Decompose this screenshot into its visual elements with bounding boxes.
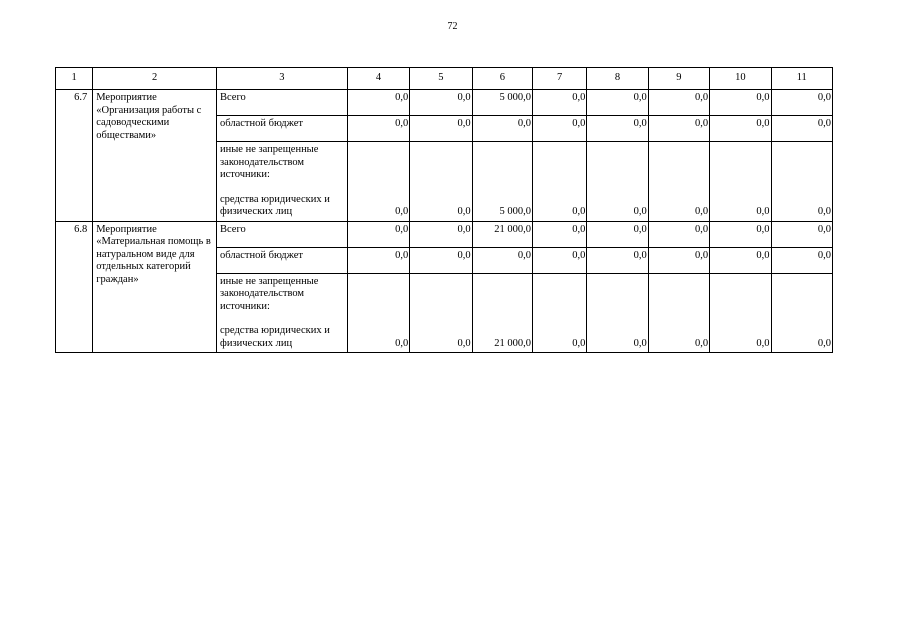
source-label: областной бюджет [217,116,348,142]
value-cell: 0,0 [347,247,409,273]
source-legal-entities-label: средства юридических и физических лиц [220,193,330,217]
source-label [217,142,348,222]
value-cell: 0,0 [648,90,709,116]
value-cell: 0,0 [710,142,771,222]
header-cell: 8 [587,68,648,90]
value-cell: 0,0 [710,116,771,142]
item-name: Мероприятие «Материальная помощь в натуральном виде для отдельных категорий граждан» [93,221,217,353]
value-cell: 0,0 [347,90,409,116]
value-cell: 0,0 [771,247,832,273]
value-cell: 0,0 [533,247,587,273]
page-number: 72 [447,21,458,32]
header-cell: 5 [410,68,472,90]
header-cell: 6 [472,68,532,90]
header-cell: 2 [93,68,217,90]
value-cell: 0,0 [587,116,648,142]
value-cell: 21 000,0 [472,221,532,247]
source-label: Всего [217,90,348,116]
header-cell: 4 [347,68,409,90]
source-label: Всего [217,221,348,247]
header-cell: 1 [56,68,93,90]
header-cell: 9 [648,68,709,90]
value-cell: 0,0 [771,273,832,353]
value-cell: 0,0 [771,90,832,116]
value-cell: 0,0 [648,273,709,353]
budget-table [55,67,833,353]
value-cell: 0,0 [410,90,472,116]
header-row [56,68,833,90]
value-cell: 0,0 [587,90,648,116]
header-cell: 11 [771,68,832,90]
value-cell: 0,0 [347,273,409,353]
value-cell: 0,0 [533,116,587,142]
value-cell: 0,0 [533,142,587,222]
value-cell: 0,0 [410,116,472,142]
header-cell: 10 [710,68,771,90]
value-cell: 0,0 [648,142,709,222]
value-cell: 0,0 [587,221,648,247]
value-cell: 0,0 [410,221,472,247]
value-cell: 0,0 [710,221,771,247]
header-cell: 3 [217,68,348,90]
value-cell: 5 000,0 [472,90,532,116]
item-code: 6.7 [56,90,93,222]
value-cell: 0,0 [587,247,648,273]
value-cell: 0,0 [410,273,472,353]
value-cell: 0,0 [648,221,709,247]
value-cell: 0,0 [771,116,832,142]
value-cell: 0,0 [347,116,409,142]
value-cell: 0,0 [472,247,532,273]
value-cell: 0,0 [587,273,648,353]
item-code: 6.8 [56,221,93,353]
source-other-label: иные не запрещенные законодательством источники: [220,144,319,180]
source-label [217,273,348,353]
value-cell: 0,0 [347,221,409,247]
value-cell: 0,0 [472,116,532,142]
value-cell: 21 000,0 [472,273,532,353]
table-row [56,90,833,116]
header-cell: 7 [533,68,587,90]
value-cell: 0,0 [533,273,587,353]
value-cell: 0,0 [533,221,587,247]
table-row [56,221,833,247]
value-cell: 0,0 [410,142,472,222]
value-cell: 0,0 [710,273,771,353]
item-name: Мероприятие «Организация работы с садоводческими обществами» [93,90,217,222]
value-cell: 0,0 [710,247,771,273]
value-cell: 0,0 [347,142,409,222]
value-cell: 0,0 [533,90,587,116]
source-legal-entities-label: средства юридических и физических лиц [220,325,330,349]
value-cell: 0,0 [771,221,832,247]
source-label: областной бюджет [217,247,348,273]
value-cell: 0,0 [648,247,709,273]
value-cell: 0,0 [587,142,648,222]
source-other-label: иные не запрещенные законодательством источники: [220,275,319,312]
value-cell: 0,0 [771,142,832,222]
value-cell: 0,0 [410,247,472,273]
value-cell: 5 000,0 [472,142,532,222]
value-cell: 0,0 [648,116,709,142]
value-cell: 0,0 [710,90,771,116]
